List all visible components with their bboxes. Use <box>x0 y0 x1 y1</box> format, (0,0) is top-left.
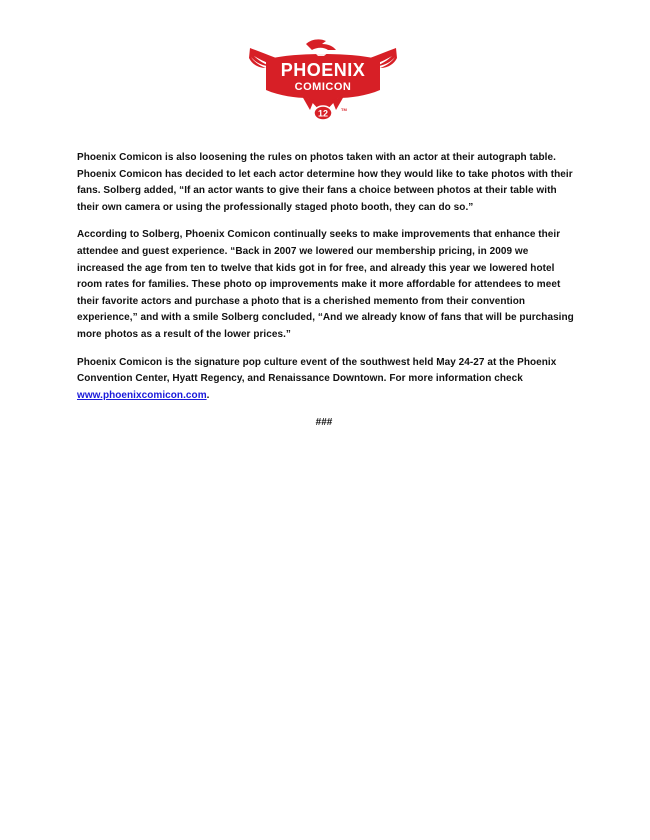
press-release-body <box>77 150 577 432</box>
event-info-period: . <box>206 389 210 401</box>
logo-badge-number: 12 <box>317 108 329 119</box>
logo-line-comicon: COMICON <box>294 81 352 93</box>
paragraph-photo-rules: Phoenix Comicon is also loosening the rules on photos taken with an actor at their autograph table. Phoenix Comicon has decided to let each actor determine how they would like to take photos with their fans. Solberg added, “If an actor wants to give their fans a choice between photos at their table with their own camera or using the professionally staged photo booth, they can do so.” <box>77 152 573 213</box>
logo-line-phoenix: PHOENIX <box>280 60 366 80</box>
logo-trademark: TM <box>341 107 347 112</box>
event-info-text: Phoenix Comicon is the signature pop culture event of the southwest held May 24-27 at the Phoenix Convention Center, Hyatt Regency, and Renaissance Downtown. For more information check <box>77 356 557 385</box>
paragraph-improvements: According to Solberg, Phoenix Comicon continually seeks to make improvements that enhance their attendee and guest experience. “Back in 2007 we lowered our membership pricing, in 2009 we increased the age from ten to twelve that kids got in for free, and already this year we lowered hotel room rates for families. These photo op improvements make it more affordable for attendees to meet their favorite actors and purchase a photo that is a cherished memento from their convention experience,” and with a smile Solberg concluded, “And we already know of fans that will be purchasing more photos as a result of the lower prices.” <box>77 229 574 340</box>
end-of-release-mark: ### <box>315 417 333 429</box>
phoenix-comicon-logo <box>248 38 398 123</box>
phoenix-bird-icon <box>248 38 398 123</box>
paragraph-event-info <box>77 355 577 405</box>
website-link[interactable]: www.phoenixcomicon.com <box>77 389 207 401</box>
